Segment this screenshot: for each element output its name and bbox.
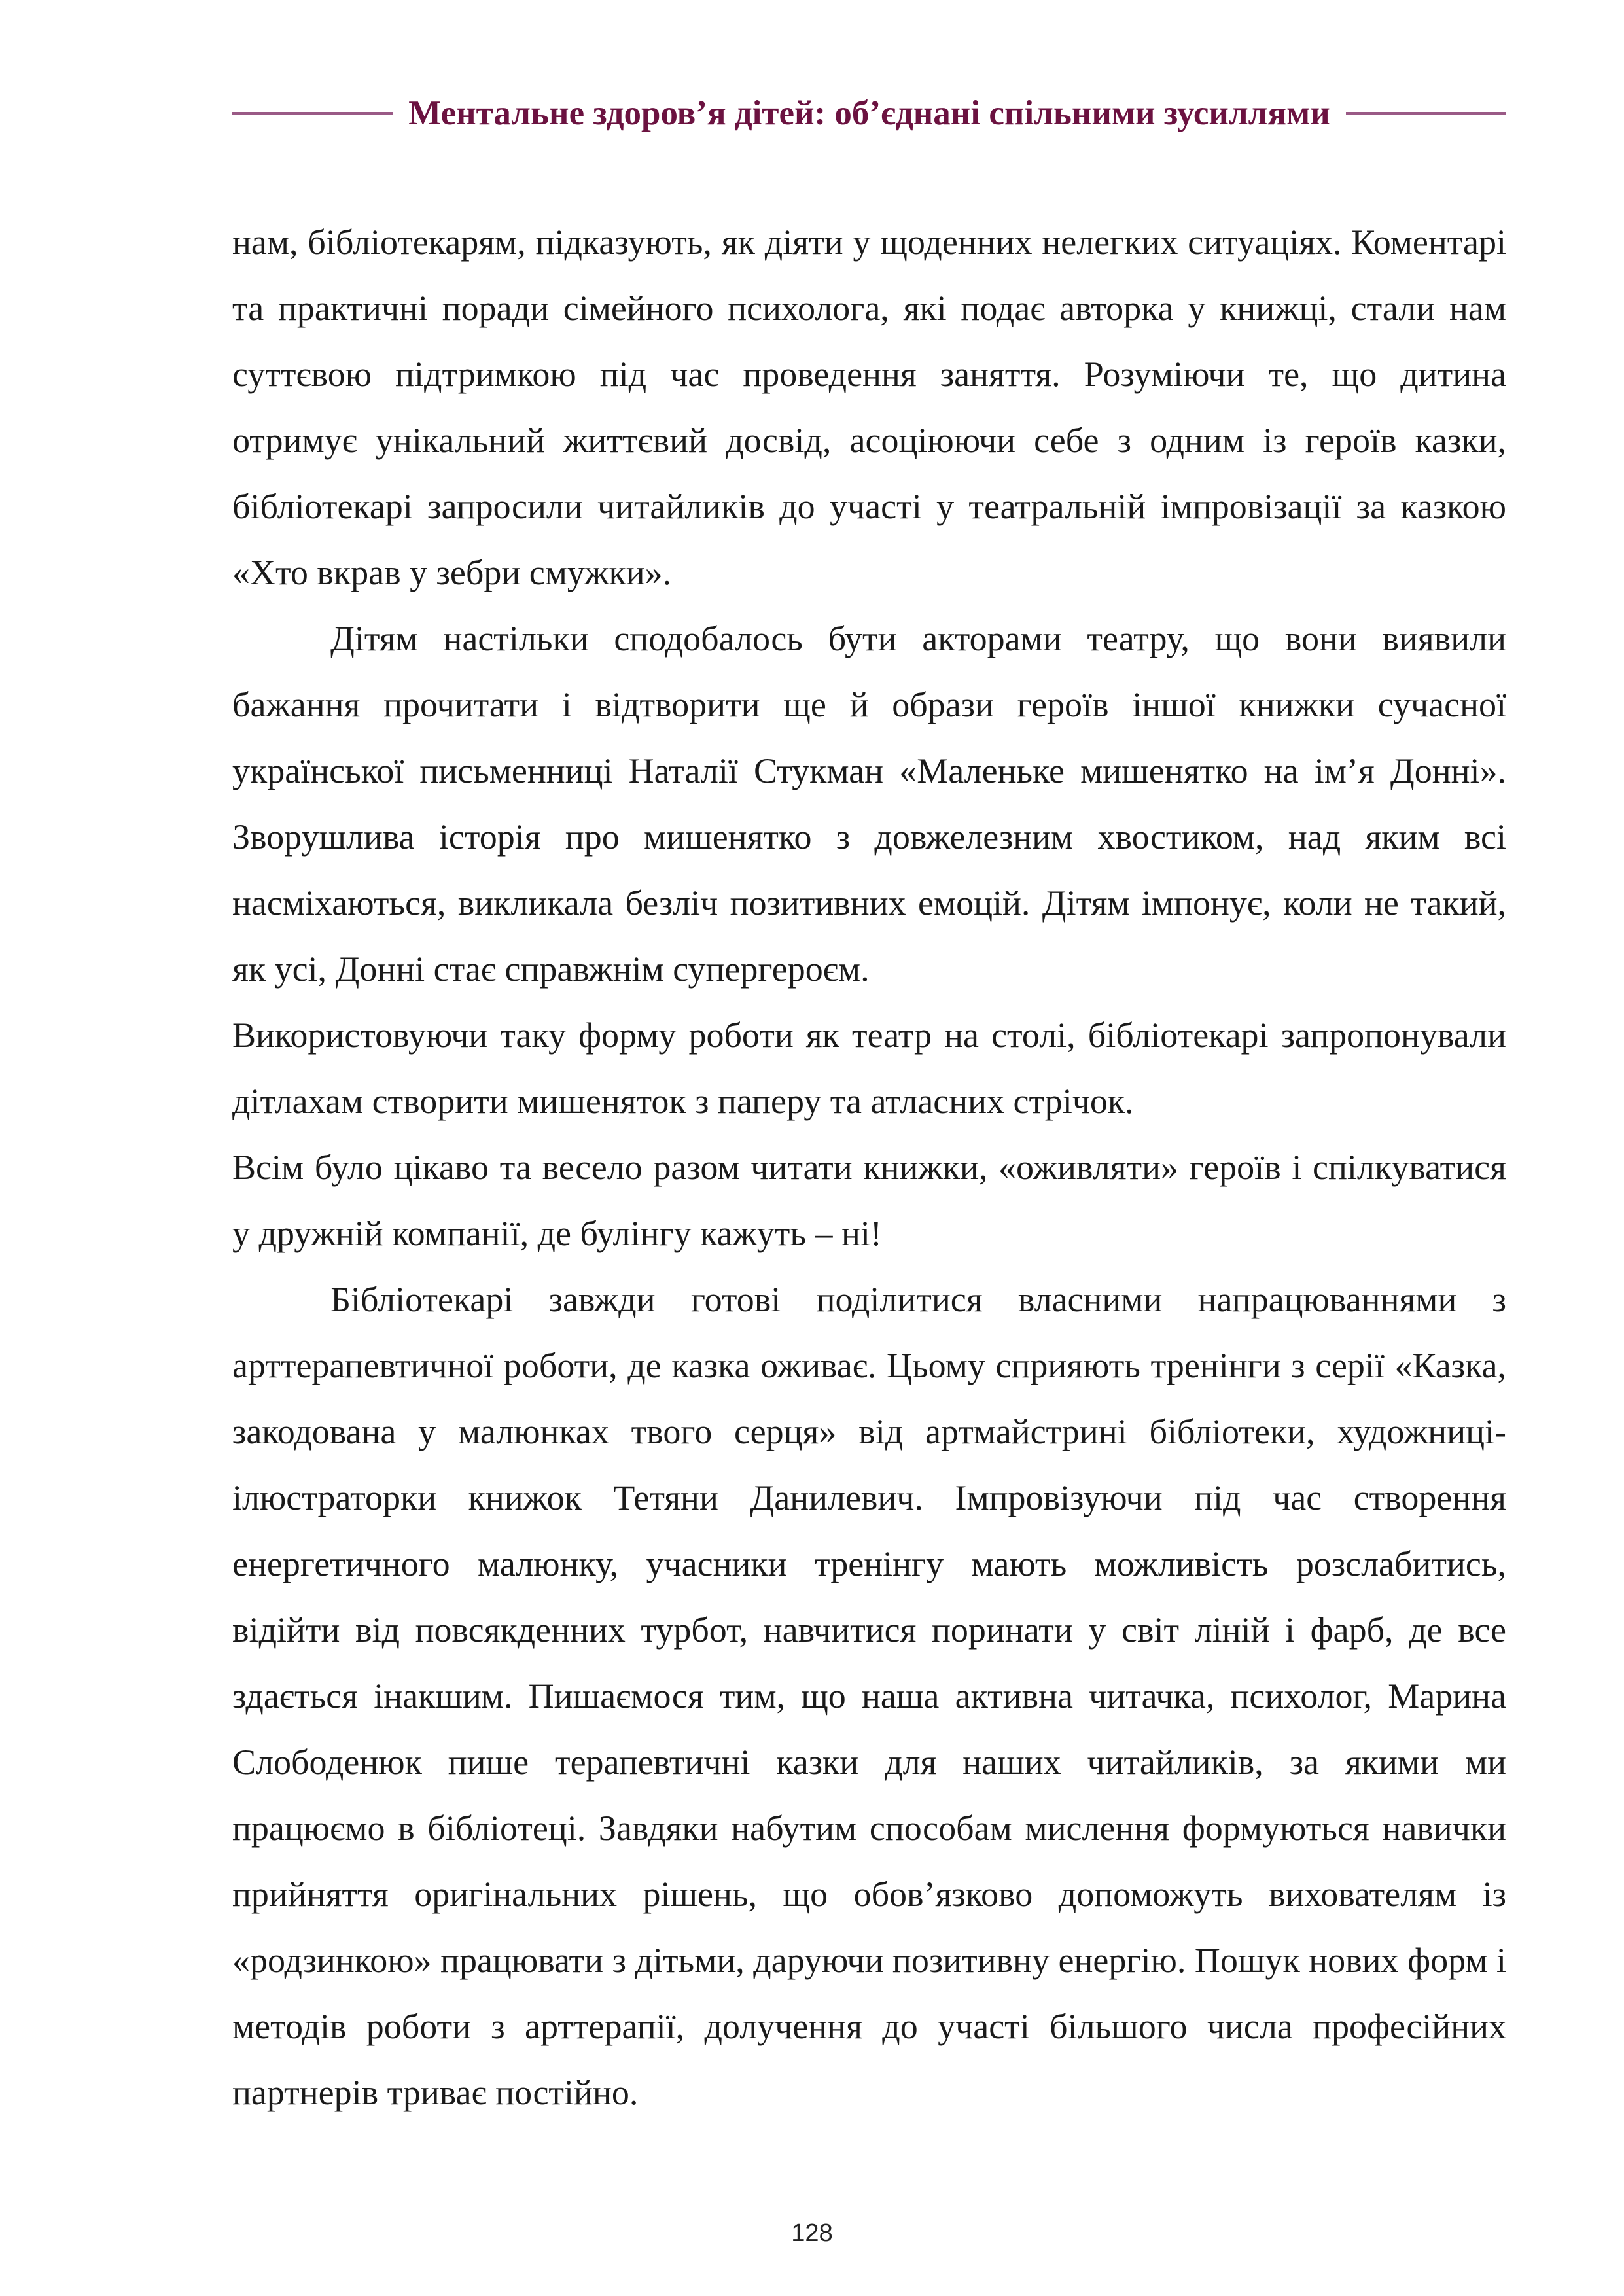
body-text xyxy=(232,209,1506,2126)
header-rule-right xyxy=(1346,112,1506,115)
paragraph-4: Всім було цікаво та весело разом читати книжки, «оживляти» героїв і спілкуватися у дружній компанії, де булінгу кажуть – ні! xyxy=(232,1148,1506,1253)
paragraph-3: Використовуючи таку форму роботи як театр на столі, бібліотекарі запропонували дітлахам створити мишеняток з паперу та атласних стрічок. xyxy=(232,1016,1506,1121)
paragraph-1: нам, бібліотекарям, підказують, як діяти у щоденних нелегких ситуаціях. Коментарі та практичні поради сімейного психолога, які подає авторка у книжці, стали нам суттєвою підтримкою під час проведення заняття. Розуміючи те, що дитина отримує унікальний життєвий досвід, асоціюючи себе з одним із героїв казки, бібліотекарі запросили читайликів до участі у театральній імпровізації за казкою «Хто вкрав у зебри смужки». xyxy=(232,222,1506,592)
page-number: 128 xyxy=(791,2219,833,2247)
paragraph-2: Дітям настільки сподобалось бути акторами театру, що вони виявили бажання прочитати і відтворити ще й образи героїв іншої книжки сучасної української письменниці Наталії Стукман «Маленьке мишенятко на ім’я Донні». Зворушлива історія про мишенятко з довжелезним хвостиком, над яким всі насміхаються, викликала безліч позитивних емоцій. Дітям імпонує, коли не такий, як усі, Донні стає справжнім супергероєм. xyxy=(232,619,1506,989)
header-rule-left xyxy=(232,112,393,115)
header-title: Ментальне здоров’я дітей: об’єднані спільними зусиллями xyxy=(408,94,1330,132)
running-header xyxy=(232,84,1506,143)
paragraph-5: Бібліотекарі завжди готові поділитися власними напрацюваннями з арттерапевтичної роботи, де казка оживає. Цьому сприяють тренінги з серії «Казка, закодована у малюнках твого серця» від артмайстрині бібліотеки, художниці-ілюстраторки книжок Тетяни Данилевич. Імпровізуючи під час створення енергетичного малюнку, учасники тренінгу мають можливість розслабитись, відійти від повсякденних турбот, навчитися поринати у світ ліній і фарб, де все здається інакшим. Пишаємося тим, що наша активна читачка, психолог, Марина Слободенюк пише терапевтичні казки для наших читайликів, за якими ми працюємо в бібліотеці. Завдяки набутим способам мислення формуються навички прийняття оригінальних рішень, що обов’язково допоможуть вихователям із «родзинкою» працювати з дітьми, даруючи позитивну енергію. Пошук нових форм і методів роботи з арттерапії, долучення до участі більшого числа професійних партнерів триває постійно. xyxy=(232,1280,1506,2112)
